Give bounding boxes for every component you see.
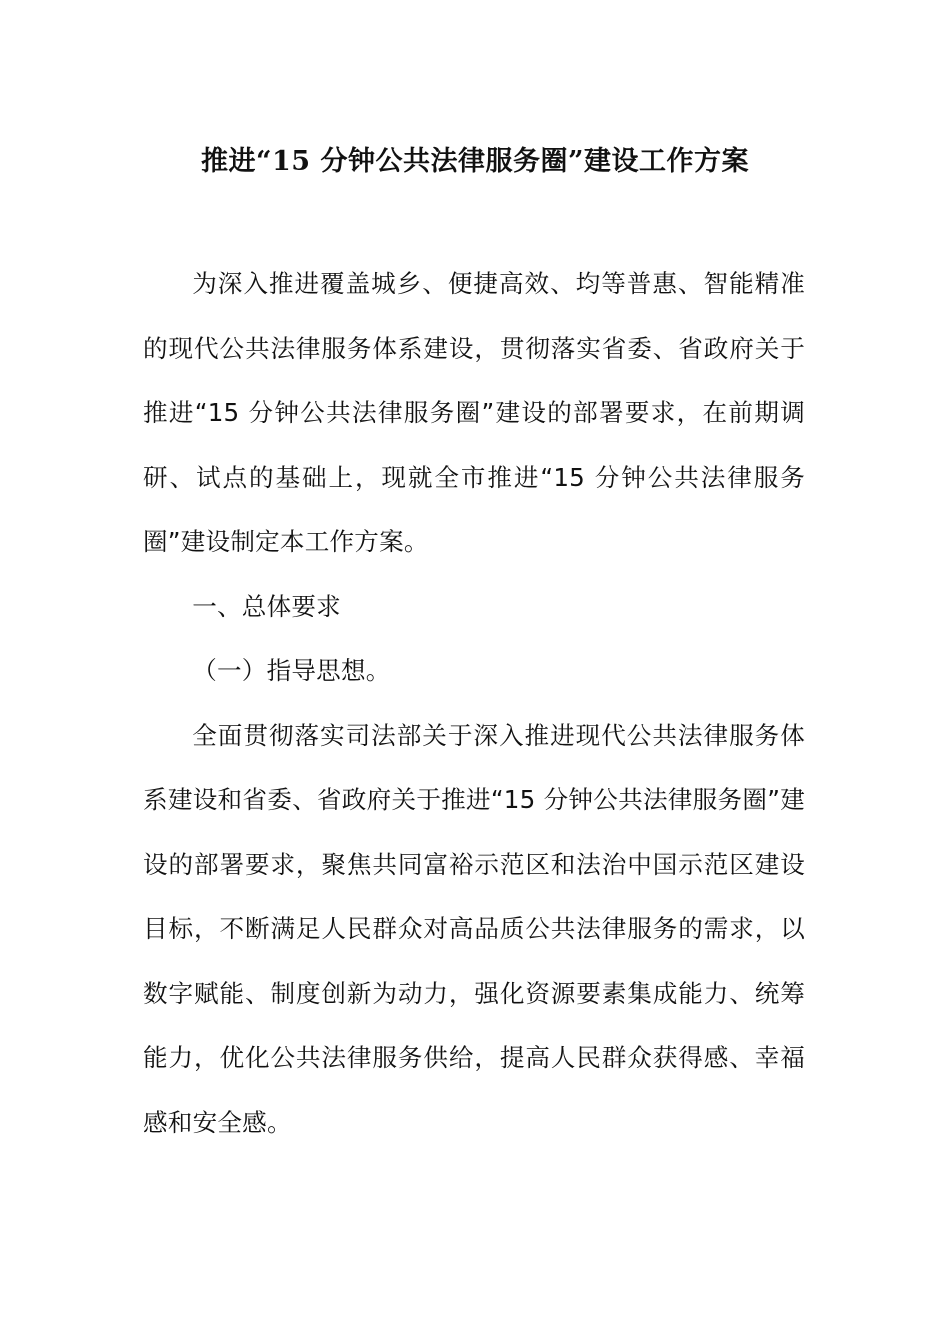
section-heading-general-requirements: 一、总体要求 [192,591,341,621]
intro-paragraph: 为深入推进覆盖城乡、便捷高效、均等普惠、智能精准的现代公共法律服务体系建设，贯彻落实省委、省政府关于推进“15 分钟公共法律服务圈”建设的部署要求，在前期调研、试点的基础上，现就全市推进“15 分钟公共法律服务圈”建设制定本工作方案。 [143,269,805,556]
subsection-heading-guiding-ideology: （一）指导思想。 [192,656,391,685]
document-body [143,252,805,1155]
document-title: 推进“15 分钟公共法律服务圈”建设工作方案 [200,146,750,177]
guiding-ideology-paragraph: 全面贯彻落实司法部关于深入推进现代公共法律服务体系建设和省委、省政府关于推进“15 分钟公共法律服务圈”建设的部署要求，聚焦共同富裕示范区和法治中国示范区建设目标，不断满足人民群众对高品质公共法律服务的需求，以数字赋能、制度创新为动力，强化资源要素集成能力、统筹能力，优化公共法律服务供给，提高人民群众获得感、幸福感和安全感。 [143,720,805,1137]
